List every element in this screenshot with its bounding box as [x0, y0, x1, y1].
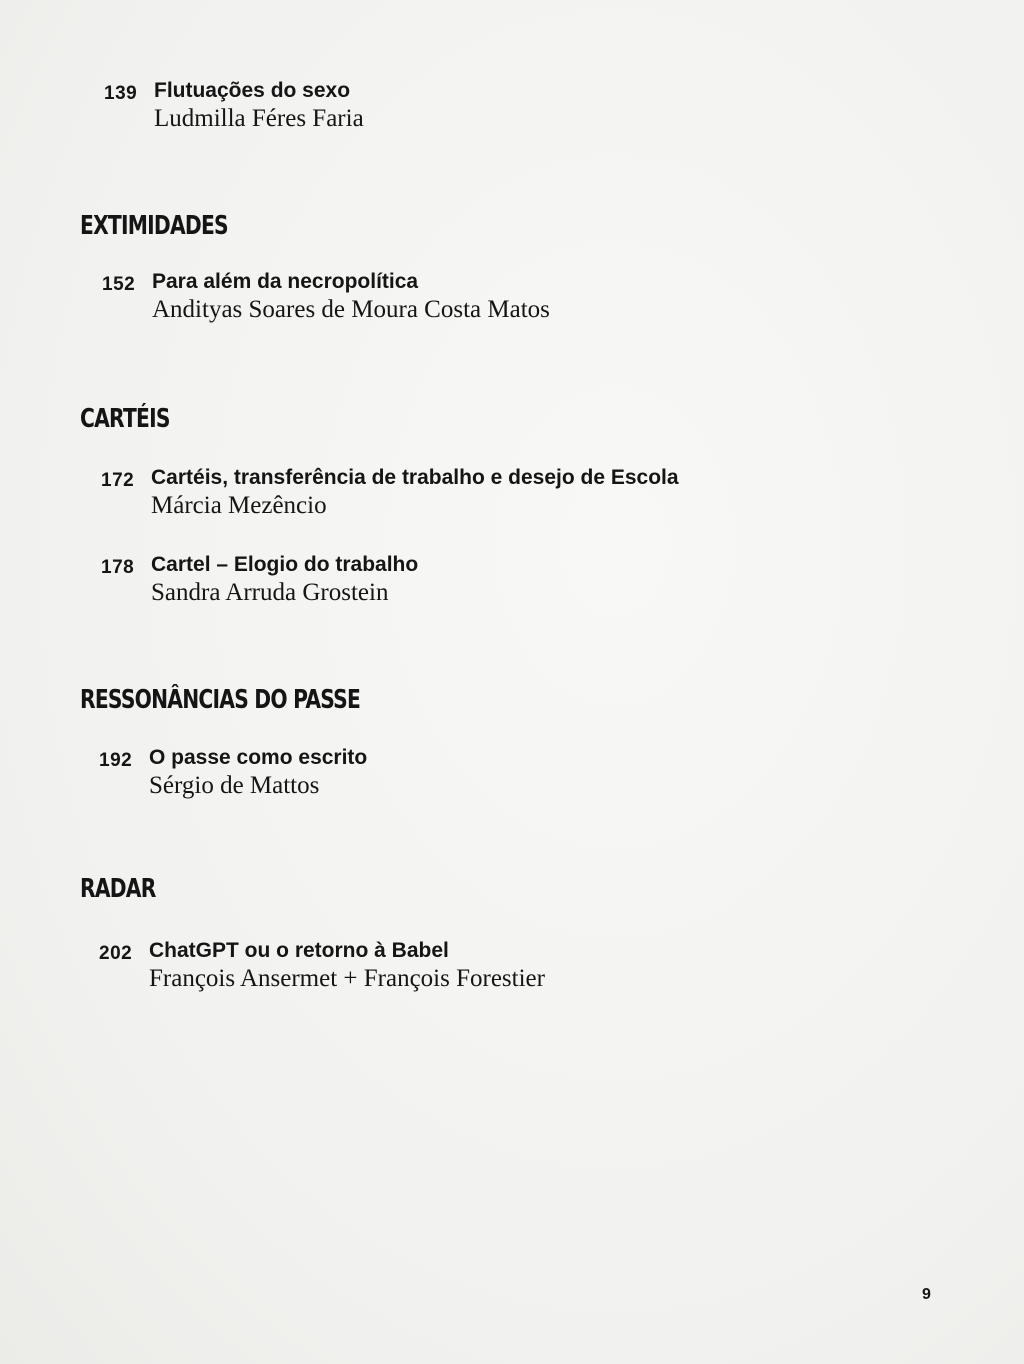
- entry-page-number: 139: [104, 83, 138, 104]
- entry-title: ChatGPT ou o retorno à Babel: [149, 939, 449, 962]
- entry-author: Márcia Mezêncio: [151, 492, 327, 519]
- entry-title: Para além da necropolítica: [152, 270, 419, 293]
- entry-page-number: 152: [102, 274, 136, 295]
- entry-title: Cartéis, transferência de trabalho e desejo de Escola: [151, 466, 679, 489]
- entry-page-number: 192: [99, 750, 133, 771]
- page-number: 9: [922, 1286, 931, 1303]
- section-heading: CARTÉIS: [80, 404, 170, 434]
- entry-title: Cartel – Elogio do trabalho: [151, 553, 419, 576]
- entry-page-number: 202: [99, 943, 133, 964]
- entry-title: Flutuações do sexo: [154, 79, 351, 102]
- entry-author: Sérgio de Mattos: [149, 772, 320, 799]
- entry-author: Andityas Soares de Moura Costa Matos: [152, 296, 550, 323]
- entry-page-number: 172: [101, 470, 135, 491]
- entry-title: O passe como escrito: [149, 746, 368, 769]
- entry-author: Sandra Arruda Grostein: [151, 579, 389, 606]
- section-heading: RADAR: [80, 874, 156, 904]
- entry-author: Ludmilla Féres Faria: [154, 105, 364, 132]
- section-heading: RESSONÂNCIAS DO PASSE: [80, 685, 361, 715]
- section-heading: EXTIMIDADES: [80, 211, 228, 241]
- entry-page-number: 178: [101, 557, 135, 578]
- entry-author: François Ansermet + François Forestier: [149, 965, 545, 992]
